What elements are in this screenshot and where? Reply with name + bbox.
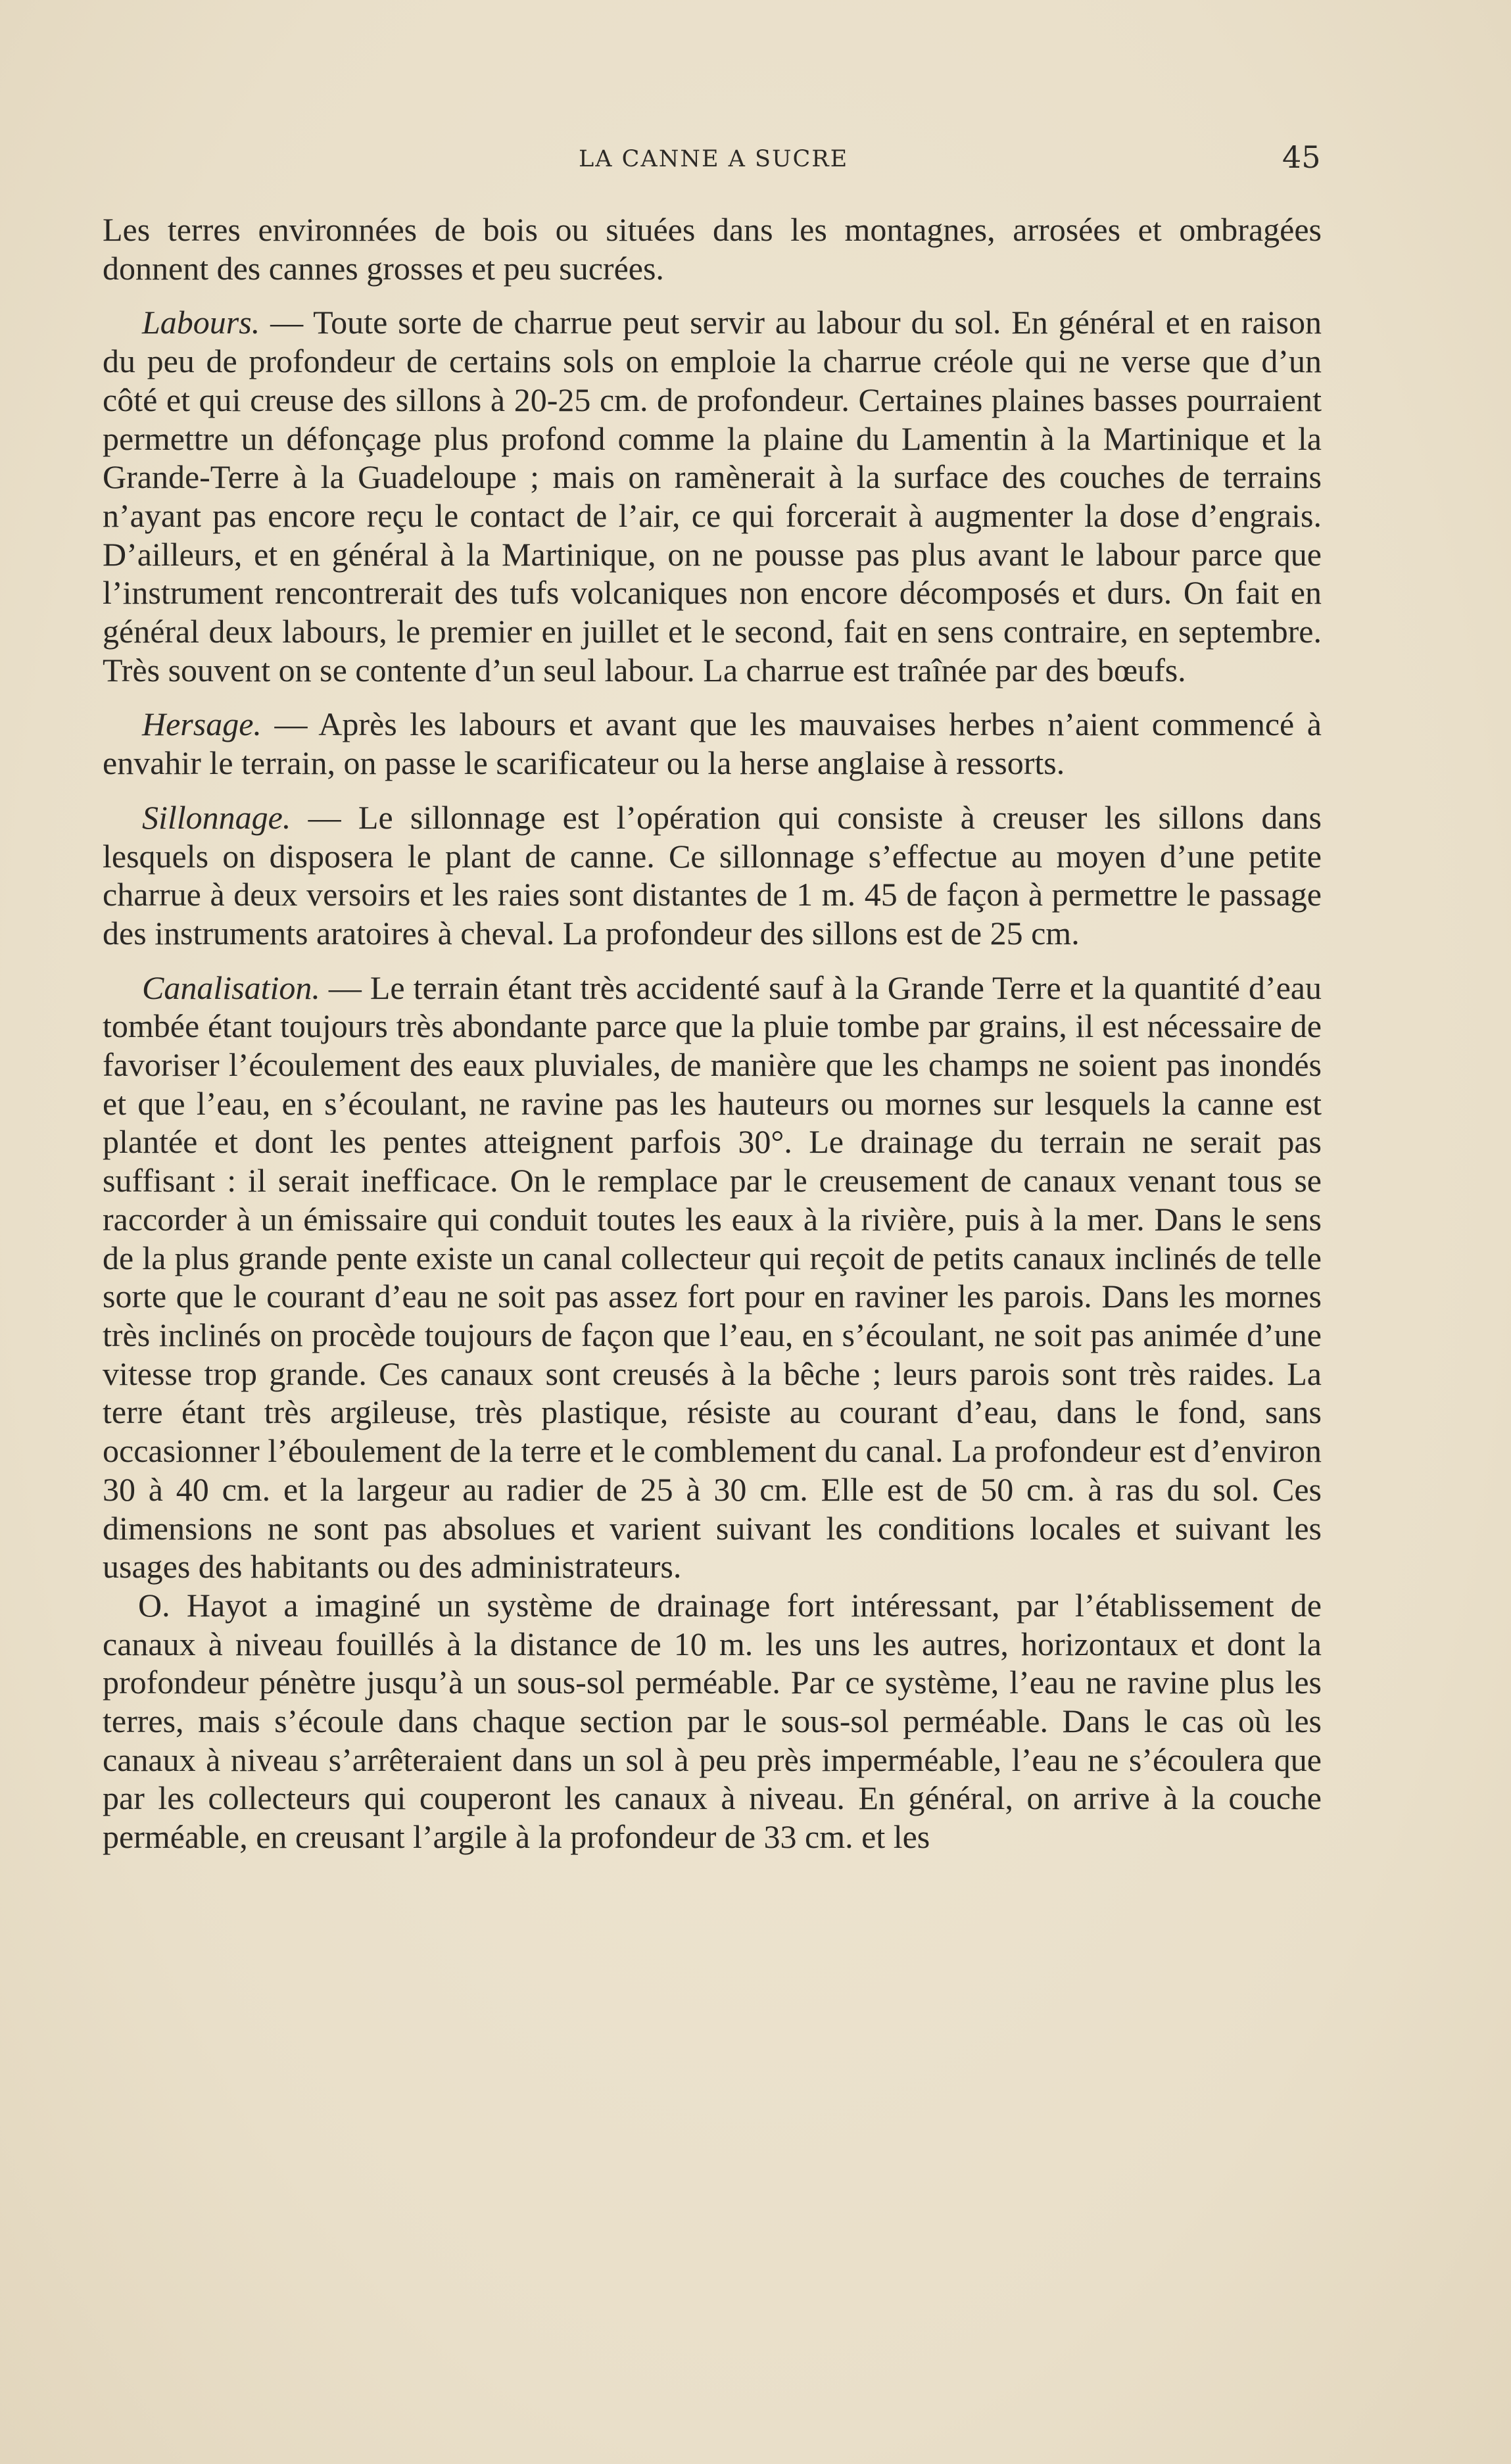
paragraph-text: O. Hayot a imaginé un système de drainage fort intéressant, par l’établissement de canaux à niveau fouillés à la distance de 10 m. les uns les autres, horizontaux et dont la profondeur pénètre jusqu’à un sous-sol perméable. Par ce système, l’eau ne ravine plus les terres, mais s’écoule dans chaque section par le sous-sol perméable. Dans le cas où les canaux à niveau s’arrêteraient dans un sol à peu près imperméable, l’eau ne s’écoulera que par les collecteurs qui couperont les canaux à niveau. En général, on arrive à la couche perméable, en creusant l’argile à la profondeur de 33 cm. et les — [103, 1586, 1322, 1856]
section-heading-sillonnage: Sillonnage. — [142, 798, 291, 836]
page-number: 45 — [1282, 139, 1321, 175]
paragraph-labours — [103, 303, 1322, 689]
section-heading-labours: Labours. — [142, 304, 260, 341]
running-title: LA CANNE A SUCRE — [579, 146, 849, 172]
paragraph-text: — Le sillonnage est l’opération qui consiste à creuser les sillons dans lesquels on disposera le plant de canne. Ce sillonnage s’effectue au moyen d’une petite charrue à deux versoirs et les raies sont distantes de 1 m. 45 de façon à permettre le passage des instruments aratoires à cheval. La profondeur des sillons est de 25 cm. — [103, 798, 1322, 952]
paragraph-hayot — [103, 1586, 1322, 1856]
body-text — [103, 210, 1322, 1856]
paragraph-canalisation — [103, 969, 1322, 1586]
paragraph-hersage — [103, 705, 1322, 782]
paragraph-terres — [103, 210, 1322, 287]
paragraph-text: — Après les labours et avant que les mauvaises herbes n’aient commencé à envahir le terrain, on passe le scarificateur ou la herse anglaise à ressorts. — [103, 706, 1322, 782]
paragraph-text: — Toute sorte de charrue peut servir au labour du sol. En général et en raison du peu de profondeur de certains sols on emploie la charrue créole qui ne verse que d’un côté et qui creuse des sillons à 20-25 cm. de profondeur. Certaines plaines basses pourraient permettre un défonçage plus profond comme la plaine du Lamentin à la Martinique et la Grande-Terre à la Guadeloupe ; mais on ramènerait à la surface des couches de terrains n’ayant pas encore reçu le contact de l’air, ce qui forcerait à augmenter la dose d’engrais. D’ailleurs, et en général à la Martinique, on ne pousse pas plus avant le labour parce que l’instrument rencontrerait des tufs volcaniques non encore décomposés et durs. On fait en général deux labours, le premier en juillet et le second, fait en sens contraire, en septembre. Très souvent on se contente d’un seul labour. La charrue est traînée par des bœufs. — [103, 304, 1322, 688]
section-heading-canalisation: Canalisation. — [142, 969, 320, 1006]
paragraph-text: — Le terrain étant très accidenté sauf à la Grande Terre et la quantité d’eau tombée étant toujours très abondante parce que la pluie tombe par grains, il est nécessaire de favoriser l’écoulement des eaux pluviales, de manière que les champs ne soient pas inondés et que l’eau, en s’écoulant, ne ravine pas les hauteurs ou mornes sur lesquels la canne est plantée et dont les pentes atteignent parfois 30°. Le drainage du terrain ne serait pas suffisant : il serait inefficace. On le remplace par le creusement de canaux venant tous se raccorder à un émissaire qui conduit toutes les eaux à la rivière, puis à la mer. Dans le sens de la plus grande pente existe un canal collecteur qui reçoit de petits canaux inclinés de telle sorte que le courant d’eau ne soit pas assez fort pour en raviner les parois. Dans les mornes très inclinés on procède toujours de façon que l’eau, en s’écoulant, ne soit pas animée d’une vitesse trop grande. Ces canaux sont creusés à la bêche ; leurs parois sont très raides. La terre étant très argileuse, très plastique, résiste au courant d’eau, dans le fond, sans occasionner l’éboulement de la terre et le comblement du canal. La profondeur est d’environ 30 à 40 cm. et la largeur au radier de 25 à 30 cm. Elle est de 50 cm. à ras du sol. Ces dimensions ne sont pas absolues et varient suivant les conditions locales et suivant les usages des habitants ou des administrateurs. — [103, 969, 1322, 1585]
page-header — [0, 139, 1511, 185]
paragraph-sillonnage — [103, 798, 1322, 953]
paragraph-text: Les terres environnées de bois ou situées dans les montagnes, arrosées et ombragées donnent des cannes grosses et peu sucrées. — [103, 211, 1322, 287]
section-heading-hersage: Hersage. — [142, 706, 262, 743]
